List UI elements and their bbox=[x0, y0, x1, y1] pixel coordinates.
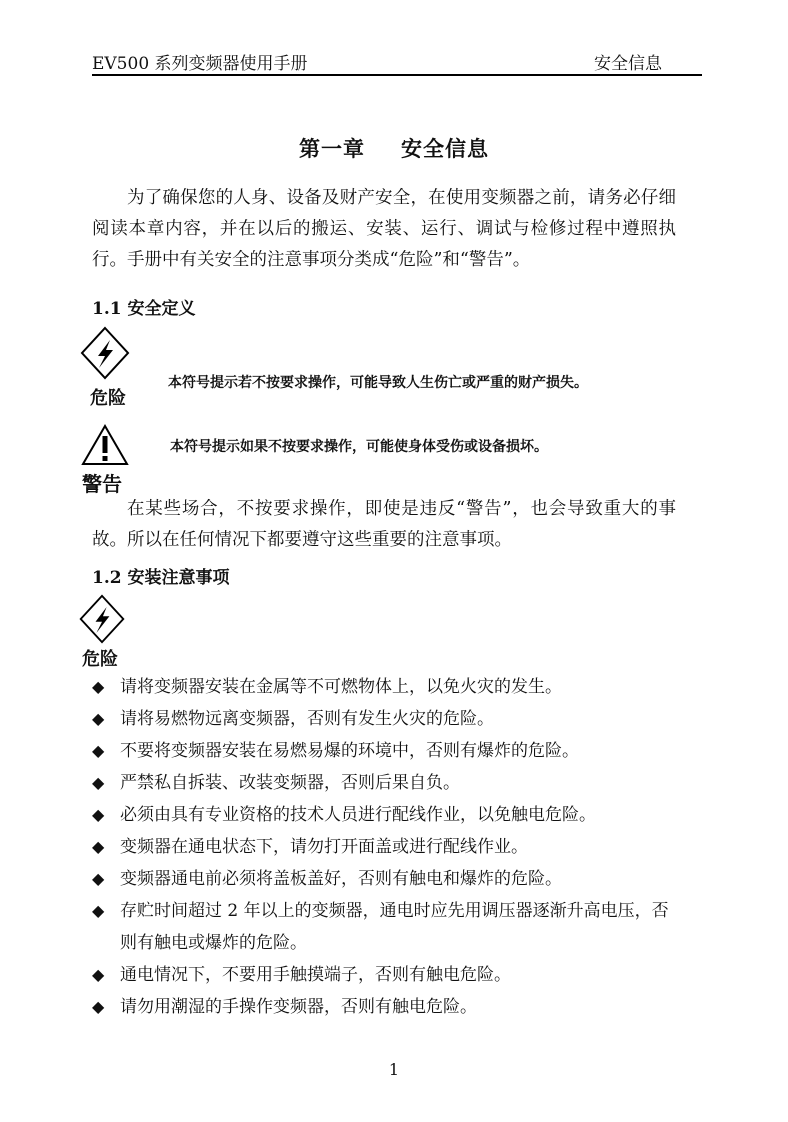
section-heading-1-1: 1.1 安全定义 bbox=[92, 299, 196, 319]
list-item bbox=[92, 991, 682, 1023]
note-paragraph: 在某些场合，不按要求操作，即使是违反“警告”，也会导致重大的事故。所以在任何情况下都要遵守这些重要的注意事项。 bbox=[92, 499, 676, 550]
chapter-number: 第一章 bbox=[299, 136, 365, 161]
list-item-text: 不要将变频器安装在易燃易爆的环境中，否则有爆炸的危险。 bbox=[120, 741, 579, 761]
bullet-diamond-icon: ◆ bbox=[92, 901, 105, 920]
installation-precautions-list bbox=[92, 671, 682, 1023]
list-item bbox=[92, 767, 682, 799]
list-item bbox=[92, 831, 682, 863]
warning-description: 本符号提示如果不按要求操作，可能使身体受伤或设备损坏。 bbox=[170, 439, 548, 455]
list-item-text: 必须由具有专业资格的技术人员进行配线作业，以免触电危险。 bbox=[120, 805, 596, 825]
danger-symbol-icon bbox=[77, 594, 127, 644]
list-item-text: 请将变频器安装在金属等不可燃物体上，以免火灾的发生。 bbox=[120, 677, 562, 697]
list-item bbox=[92, 735, 682, 767]
bullet-diamond-icon: ◆ bbox=[92, 869, 105, 888]
list-item bbox=[92, 703, 682, 735]
list-item bbox=[92, 895, 682, 959]
warning-label: 警告 bbox=[82, 472, 122, 496]
bullet-diamond-icon: ◆ bbox=[92, 997, 105, 1016]
list-item-text: 通电情况下，不要用手触摸端子，否则有触电危险。 bbox=[120, 965, 511, 985]
danger-description: 本符号提示若不按要求操作，可能导致人生伤亡或严重的财产损失。 bbox=[168, 375, 588, 391]
list-item-text: 请勿用潮湿的手操作变频器，否则有触电危险。 bbox=[120, 997, 477, 1017]
bullet-diamond-icon: ◆ bbox=[92, 837, 105, 856]
page-header bbox=[92, 46, 702, 76]
list-item-text: 严禁私自拆装、改装变频器，否则后果自负。 bbox=[120, 773, 460, 793]
page-number: 1 bbox=[388, 1060, 400, 1079]
bullet-diamond-icon: ◆ bbox=[92, 805, 105, 824]
list-item bbox=[92, 863, 682, 895]
bullet-diamond-icon: ◆ bbox=[92, 677, 105, 696]
bullet-diamond-icon: ◆ bbox=[92, 709, 105, 728]
danger-label: 危险 bbox=[90, 388, 126, 409]
chapter-title bbox=[0, 133, 788, 163]
bullet-diamond-icon: ◆ bbox=[92, 965, 105, 984]
section-heading-1-2: 1.2 安装注意事项 bbox=[92, 568, 230, 588]
danger-label: 危险 bbox=[82, 649, 118, 670]
bullet-diamond-icon: ◆ bbox=[92, 773, 105, 792]
chapter-name: 安全信息 bbox=[401, 136, 489, 161]
list-item bbox=[92, 671, 682, 703]
danger-symbol-icon bbox=[80, 326, 130, 380]
list-item bbox=[92, 799, 682, 831]
manual-title: EV500 系列变频器使用手册 bbox=[92, 54, 308, 74]
list-item-text: 请将易燃物远离变频器，否则有发生火灾的危险。 bbox=[120, 709, 494, 729]
intro-paragraph: 为了确保您的人身、设备及财产安全，在使用变频器之前，请务必仔细阅读本章内容，并在以后的搬运、安装、运行、调试与检修过程中遵照执行。手册中有关安全的注意事项分类成“危险”和“警告”。 bbox=[92, 188, 676, 270]
list-item-text: 变频器通电前必须将盖板盖好，否则有触电和爆炸的危险。 bbox=[120, 869, 562, 889]
section-title: 安全信息 bbox=[594, 54, 662, 74]
bullet-diamond-icon: ◆ bbox=[92, 741, 105, 760]
list-item bbox=[92, 959, 682, 991]
list-item-text: 存贮时间超过 2 年以上的变频器，通电时应先用调压器逐渐升高电压，否则有触电或爆炸的危险。 bbox=[120, 901, 669, 953]
list-item-text: 变频器在通电状态下，请勿打开面盖或进行配线作业。 bbox=[120, 837, 528, 857]
warning-triangle-icon bbox=[81, 423, 129, 467]
